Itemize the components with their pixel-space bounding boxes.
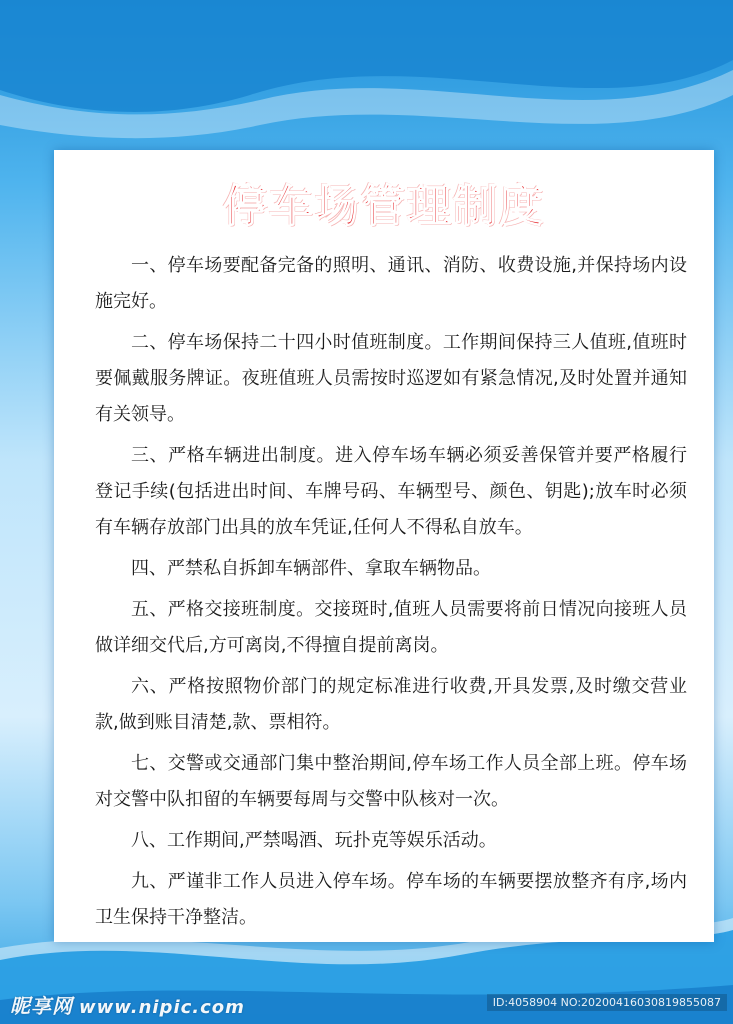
rule-item: 三、严格车辆进出制度。进入停车场车辆必须妥善保管并要严格履行登记手续(包括进出时间、车牌号码、车辆型号、颜色、钥匙);放车时必须有车辆存放部门出具的放车凭证,任何人不得私自放车。 <box>95 445 687 538</box>
rule-item: 九、严谨非工作人员进入停车场。停车场的车辆要摆放整齐有序,场内卫生保持干净整洁。 <box>95 871 687 928</box>
watermark-id: ID:4058904 NO:20200416030819855087 <box>487 994 727 1011</box>
rule-item: 八、工作期间,严禁喝酒、玩扑克等娱乐活动。 <box>131 830 497 851</box>
rule-item: 五、严格交接班制度。交接斑时,值班人员需要将前日情况向接班人员做详细交代后,方可离岗,不得擅自提前离岗。 <box>95 599 687 656</box>
rule-item: 七、交警或交通部门集中整治期间,停车场工作人员全部上班。停车场对交警中队扣留的车辆要每周与交警中队核对一次。 <box>95 753 687 810</box>
rule-item: 六、严格按照物价部门的规定标准进行收费,开具发票,及时缴交营业款,做到账目清楚,款、票相符。 <box>95 676 687 733</box>
rule-item: 四、严禁私自拆卸车辆部件、拿取车辆物品。 <box>131 558 491 579</box>
rules-list <box>95 248 687 941</box>
rule-item: 二、停车场保持二十四小时值班制度。工作期间保持三人值班,值班时要佩戴服务牌证。夜班值班人员需按时巡逻如有紧急情况,及时处置并通知有关领导。 <box>95 332 687 425</box>
rule-item: 一、停车场要配备完备的照明、通讯、消防、收费设施,并保持场内设施完好。 <box>95 255 687 312</box>
watermark-logo <box>10 990 245 1019</box>
watermark-url: www.nipic.com <box>79 997 245 1018</box>
poster-title: 停车场管理制度 <box>223 181 545 232</box>
watermark-brand: 昵享网 <box>10 994 73 1018</box>
